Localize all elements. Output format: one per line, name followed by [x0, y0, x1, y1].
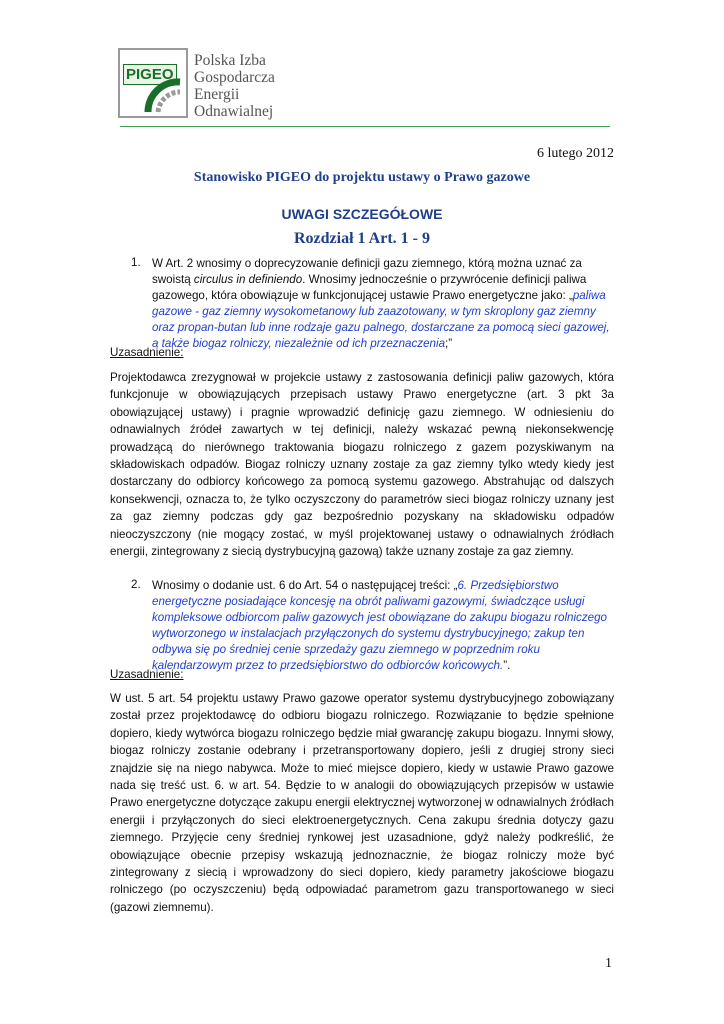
item-text: ;” [445, 337, 453, 350]
org-name-line: Energii [194, 86, 240, 103]
org-name-line: Gospodarcza [194, 69, 275, 86]
org-name-line: Polska Izba [194, 52, 266, 69]
item-number: 1. [131, 256, 141, 269]
justification-label: Uzasadnienie: [110, 668, 184, 681]
org-name [194, 52, 275, 120]
item-text: W Art. 2 wnosimy o doprecyzowanie definicji gazu ziemnego, którą można uznać za swoistą [152, 257, 582, 286]
item-number: 2. [131, 578, 141, 591]
item-text: ”. [503, 659, 511, 672]
item-text: . Wnosimy jednocześnie o przywrócenie definicji paliwa gazowego, która obowiązuje w funkcjonującej ustawie Prawo energetyczne jako: „ [152, 273, 587, 302]
quoted-provision: 6. Przedsiębiorstwo energetyczne posiadające koncesję na obrót paliwami gazowymi, świadczące usługi kompleksowe odbiorcom paliw gazowych jest obowiązane do zakupu biogazu rolniczego wytworzonego w instalacjach przyłączonych do systemu dystrybucyjnego; zakup ten odbywa się po średniej cenie sprzedaży gazu ziemnego w poprzednim roku kalendarzowym przez to przedsiębiorstwo do odbiorców końcowych. [152, 579, 607, 672]
logo-text: PIGEO [123, 64, 177, 85]
header-divider [120, 126, 610, 127]
document-date: 6 lutego 2012 [537, 146, 614, 161]
justification-text: Projektodawca zrezygnował w projekcie ustawy z zastosowania definicji paliw gazowych, która funkcjonuje w obowiązujących przepisach ustawy Prawo energetyczne (art. 3 pkt 3a obowiązującej ustawy) i pragnie wprowadzić definicję gazu ziemnego. W odniesieniu do odnawialnych źródeł zawartych w tej definicji, należy wskazać pewną niekonsekwencję prowadzącą do nierównego traktowania biogazu rolniczego z gazem pozyskiwanym na składowiskach odpadów. Biogaz rolniczy uznany zostaje za gaz ziemny tylko wtedy kiedy jest dostarczany do odbiorcy końcowego za pomocą systemu gazowego. Abstrahując od dalszych konsekwencji, oznacza to, że tylko oczyszczony do parametrów sieci biogaz rolniczy uznany jest za gaz ziemny podczas gdy gaz bezpośrednio pozyskany na składowisku odpadów nieoczyszczony (nie mogący zostać, w myśl projektowanej ustawy o odnawialnych źródłach energii, zintegrowany z siecią dystrybucyjną gazową) także uznany zostaje za gaz ziemny. [110, 371, 614, 559]
document-title: Stanowisko PIGEO do projektu ustawy o Prawo gazowe [193, 170, 531, 185]
section-title: UWAGI SZCZEGÓŁOWE [281, 206, 443, 222]
org-name-line: Odnawialnej [194, 103, 274, 120]
logo-arc-icon [120, 50, 186, 116]
latin-phrase: circulus in definiendo [193, 273, 303, 286]
justification-label: Uzasadnienie: [110, 346, 184, 359]
justification-text: W ust. 5 art. 54 projektu ustawy Prawo gazowe operator systemu dystrybucyjnego zobowiązany został przez projektodawcę do odbioru biogazu rolniczego. Rozwiązanie to będzie spełnione dopiero, kiedy wytwórca biogazu rolniczego będzie miał gwarancję zakupu biogazu. Innymi słowy, biogaz rolniczy zostanie odebrany i przetransportowany dopiero, jeśli z drugiej strony sieci znajdzie się na niego nabywca. Może to mieć miejsce dopiero, kiedy w ustawie Prawo gazowe nada się treść ust. 6. w art. 54. Będzie to w analogii do obowiązujących przepisów w ustawie Prawo energetyczne dotyczące zakupu energii elektrycznej wytworzonej w odnawialnych źródłach energii i przyłączonych do sieci elektroenergetycznych. Cena zakupu średnia dotyczy gazu ziemnego. Przyjęcie ceny średniej rynkowej jest uzasadnione, gdyż należy podkreślić, że obowiązujące obecnie przepisy wskazują jednoznacznie, że biogaz rolniczy może być zintegrowany z siecią i wprowadzony do sieci dopiero, kiedy parametry jakościowe biogazu rolniczego (po oczyszczeniu) będą odpowiadać parametrom gazu transportowanego w sieci (gazowi ziemnemu). [110, 692, 614, 914]
item-1-text [152, 256, 614, 352]
page-number: 1 [605, 956, 612, 971]
item-2-text [152, 578, 616, 674]
logo [118, 48, 188, 118]
chapter-title: Rozdział 1 Art. 1 - 9 [294, 230, 430, 247]
quoted-definition: paliwa gazowe - gaz ziemny wysokometanowy lub zaazotowany, w tym skroplony gaz ziemny oraz propan-butan lub inne rodzaje gazu palnego, dostarczane za pomocą sieci gazowej, a także biogaz rolniczy, niezależnie od ich przeznaczenia [152, 289, 610, 350]
item-text: Wnosimy o dodanie ust. 6 do Art. 54 o następującej treści: „ [152, 579, 458, 592]
